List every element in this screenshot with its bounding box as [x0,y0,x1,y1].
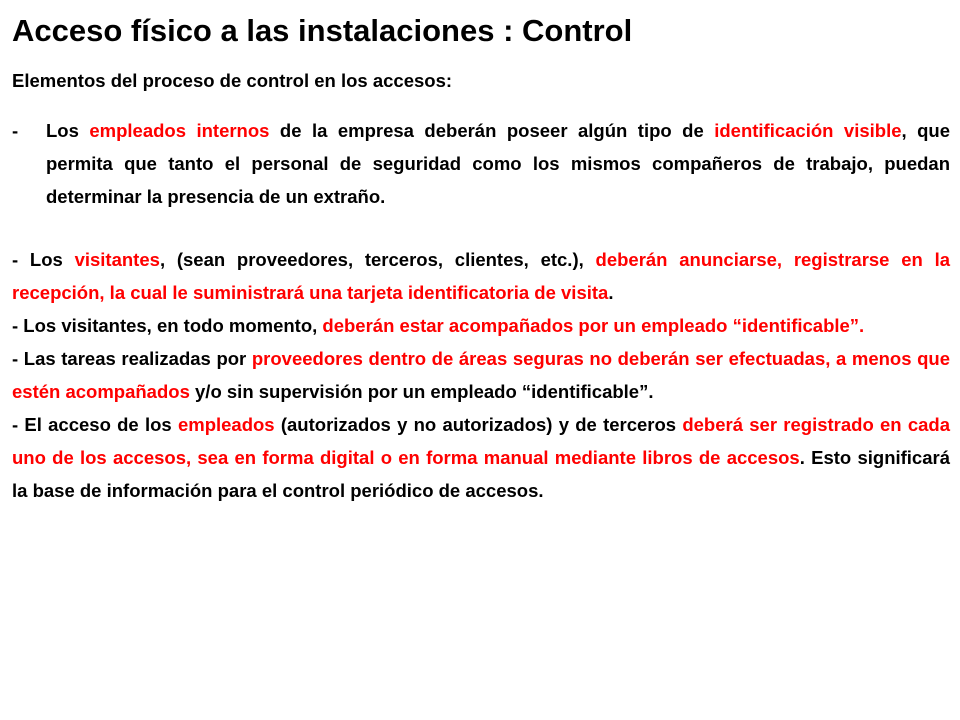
text-segment: (autorizados y no autorizados) y de terceros [274,414,683,435]
highlighted-text-segment: identificación visible [714,120,902,141]
text-segment: . [608,282,614,303]
text-segment: de la empresa deberán poseer algún tipo de [269,120,715,141]
paragraph-visitors-escort [12,309,950,342]
highlighted-text-segment: deberá ser registrado en cada uno de los accesos, sea en forma digital o en forma manual mediante libros de accesos [12,414,951,468]
bullet-list [12,114,950,213]
text-segment: , que permita que tanto el personal de seguridad como los mismos compañeros de trabajo, puedan determinar la presencia de un extraño. [46,120,951,207]
text-segment: - Las tareas realizadas por [12,348,252,369]
bullet-item-employees [12,114,950,213]
slide-subtitle: Elementos del proceso de control en los accesos: [12,70,453,91]
highlighted-text-segment: visitantes [74,249,160,270]
text-segment: - Los visitantes, en todo momento, [12,315,323,336]
slide-title: Acceso físico a las instalaciones : Control [12,13,633,48]
highlighted-text-segment: deberán anunciarse, registrarse en la recepción, la cual le suministrará una tarjeta identificatoria de visita [12,249,950,303]
highlighted-text-segment: proveedores dentro de áreas seguras no deberán ser efectuadas, a menos que estén acompañados [12,348,951,402]
highlighted-text-segment: deberán estar acompañados por un empleado “identificable”. [322,315,865,336]
text-segment: . Esto significará la base de información para el control periódico de accesos. [12,447,950,501]
paragraph-supplier-tasks [12,342,950,408]
paragraph-visitors-registration [12,243,950,309]
slide-body [12,64,950,507]
bullet-dash: - [12,120,19,141]
text-segment: - Los [12,249,75,270]
text-segment: - El acceso de los [12,414,178,435]
text-segment: y/o sin supervisión por un empleado “identificable”. [189,381,654,402]
text-segment: , (sean proveedores, terceros, clientes, etc.), [159,249,596,270]
highlighted-text-segment: empleados internos [89,120,270,141]
text-segment: Los [46,120,90,141]
highlighted-text-segment: empleados [177,414,275,435]
paragraph-access-registry [12,408,950,507]
